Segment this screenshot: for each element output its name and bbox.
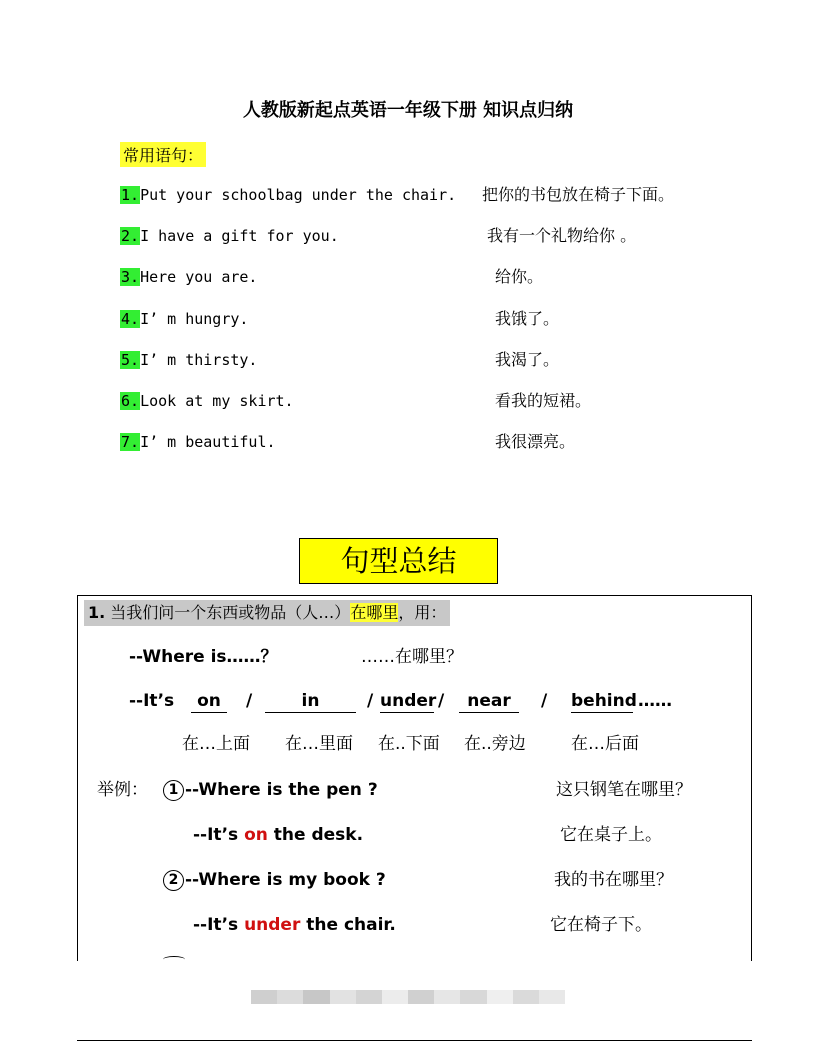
example-label: 举例： — [97, 780, 148, 800]
prep-near: near — [459, 690, 519, 713]
pattern-english: --Where is……？ — [129, 647, 278, 667]
example-question-text: --Where is my book ? — [185, 870, 386, 890]
pattern-box-bottom-border — [77, 1040, 752, 1041]
answer-suffix: the desk. — [267, 825, 364, 845]
document-title: 人教版新起点英语一年级下册 知识点归纳 — [242, 100, 574, 121]
answer-prefix: --It’s — [193, 825, 245, 845]
sentence-english: I have a gift for you. — [140, 227, 339, 245]
sentence-number: 2. — [121, 227, 140, 245]
meaning-under: 在..下面 — [378, 734, 440, 754]
sentence-4-translation: 我饿了。 — [495, 309, 560, 328]
question-suffix: ，用： — [398, 603, 447, 622]
sentence-number: 5. — [121, 351, 140, 369]
example-1-answer — [193, 822, 363, 848]
answer-suffix: the chair. — [300, 915, 396, 935]
sentence-english: Put your schoolbag under the chair. — [140, 186, 457, 204]
sentence-number: 7. — [121, 433, 140, 451]
answer-prefix: --It’s — [129, 691, 175, 711]
prep-under: under — [380, 691, 437, 711]
sentence-3-translation: 给你。 — [495, 267, 544, 286]
example-1-answer-translation: 它在桌子上。 — [560, 825, 662, 845]
sentence-6 — [120, 389, 294, 413]
sentence-3 — [120, 265, 257, 289]
answer-prefix: --It’s — [193, 915, 245, 935]
sentence-english: Look at my skirt. — [140, 392, 294, 410]
sentence-4 — [120, 307, 248, 331]
separator: / — [541, 691, 548, 711]
common-sentences-label: 常用语句： — [120, 142, 206, 167]
example-2-answer-translation: 它在椅子下。 — [550, 915, 652, 935]
sentence-number: 4. — [121, 310, 140, 328]
example-1-question-translation: 这只钢笔在哪里？ — [556, 780, 692, 800]
prep-on: on — [191, 690, 227, 713]
question-highlight: 在哪里 — [350, 603, 399, 622]
trailing-ellipsis: …… — [638, 691, 672, 711]
blurred-watermark — [251, 990, 565, 1004]
example-question-text: --Where is the pen ? — [185, 780, 378, 800]
answer-keyword: under — [244, 915, 301, 935]
section-title: 句型总结 — [299, 538, 498, 584]
example-2-question-translation: 我的书在哪里？ — [554, 870, 673, 890]
sentence-english: I’ m beautiful. — [140, 433, 276, 451]
circled-number-icon: 2 — [163, 870, 184, 891]
meaning-near: 在..旁边 — [464, 734, 526, 754]
sentence-2 — [120, 224, 339, 248]
circled-number-icon: 1 — [163, 780, 184, 801]
sentence-1-translation: 把你的书包放在椅子下面。 — [482, 185, 675, 204]
sentence-6-translation: 看我的短裙。 — [495, 391, 592, 410]
sentence-number: 6. — [121, 392, 140, 410]
sentence-2-translation: 我有一个礼物给你 。 — [487, 226, 637, 245]
separator: / — [438, 691, 445, 711]
example-2-answer — [193, 912, 396, 938]
sentence-7-translation: 我很漂亮。 — [495, 432, 576, 451]
sentence-english: I’ m thirsty. — [140, 351, 258, 369]
meaning-behind: 在…后面 — [571, 734, 639, 754]
sentence-7 — [120, 430, 276, 454]
sentence-1 — [120, 183, 456, 207]
sentence-number: 3. — [121, 268, 140, 286]
sentence-english: Here you are. — [140, 268, 258, 286]
pattern-chinese: ……在哪里？ — [361, 647, 463, 667]
cut-off-circle-icon — [163, 956, 185, 963]
example-1-question — [163, 777, 378, 803]
example-2-question — [163, 867, 386, 893]
question-prefix: 当我们问一个东西或物品（人…） — [105, 603, 351, 622]
prep-behind: behind — [571, 691, 637, 711]
meaning-in: 在…里面 — [285, 734, 353, 754]
answer-keyword: on — [244, 825, 268, 845]
sentence-english: I’ m hungry. — [140, 310, 249, 328]
prep-in: in — [265, 690, 356, 713]
question-heading — [84, 600, 450, 626]
sentence-5-translation: 我渴了。 — [495, 350, 560, 369]
question-number: 1. — [88, 603, 106, 622]
sentence-number: 1. — [121, 186, 140, 204]
separator: / — [367, 691, 374, 711]
meaning-on: 在…上面 — [182, 734, 250, 754]
separator: / — [246, 691, 253, 711]
sentence-5 — [120, 348, 257, 372]
